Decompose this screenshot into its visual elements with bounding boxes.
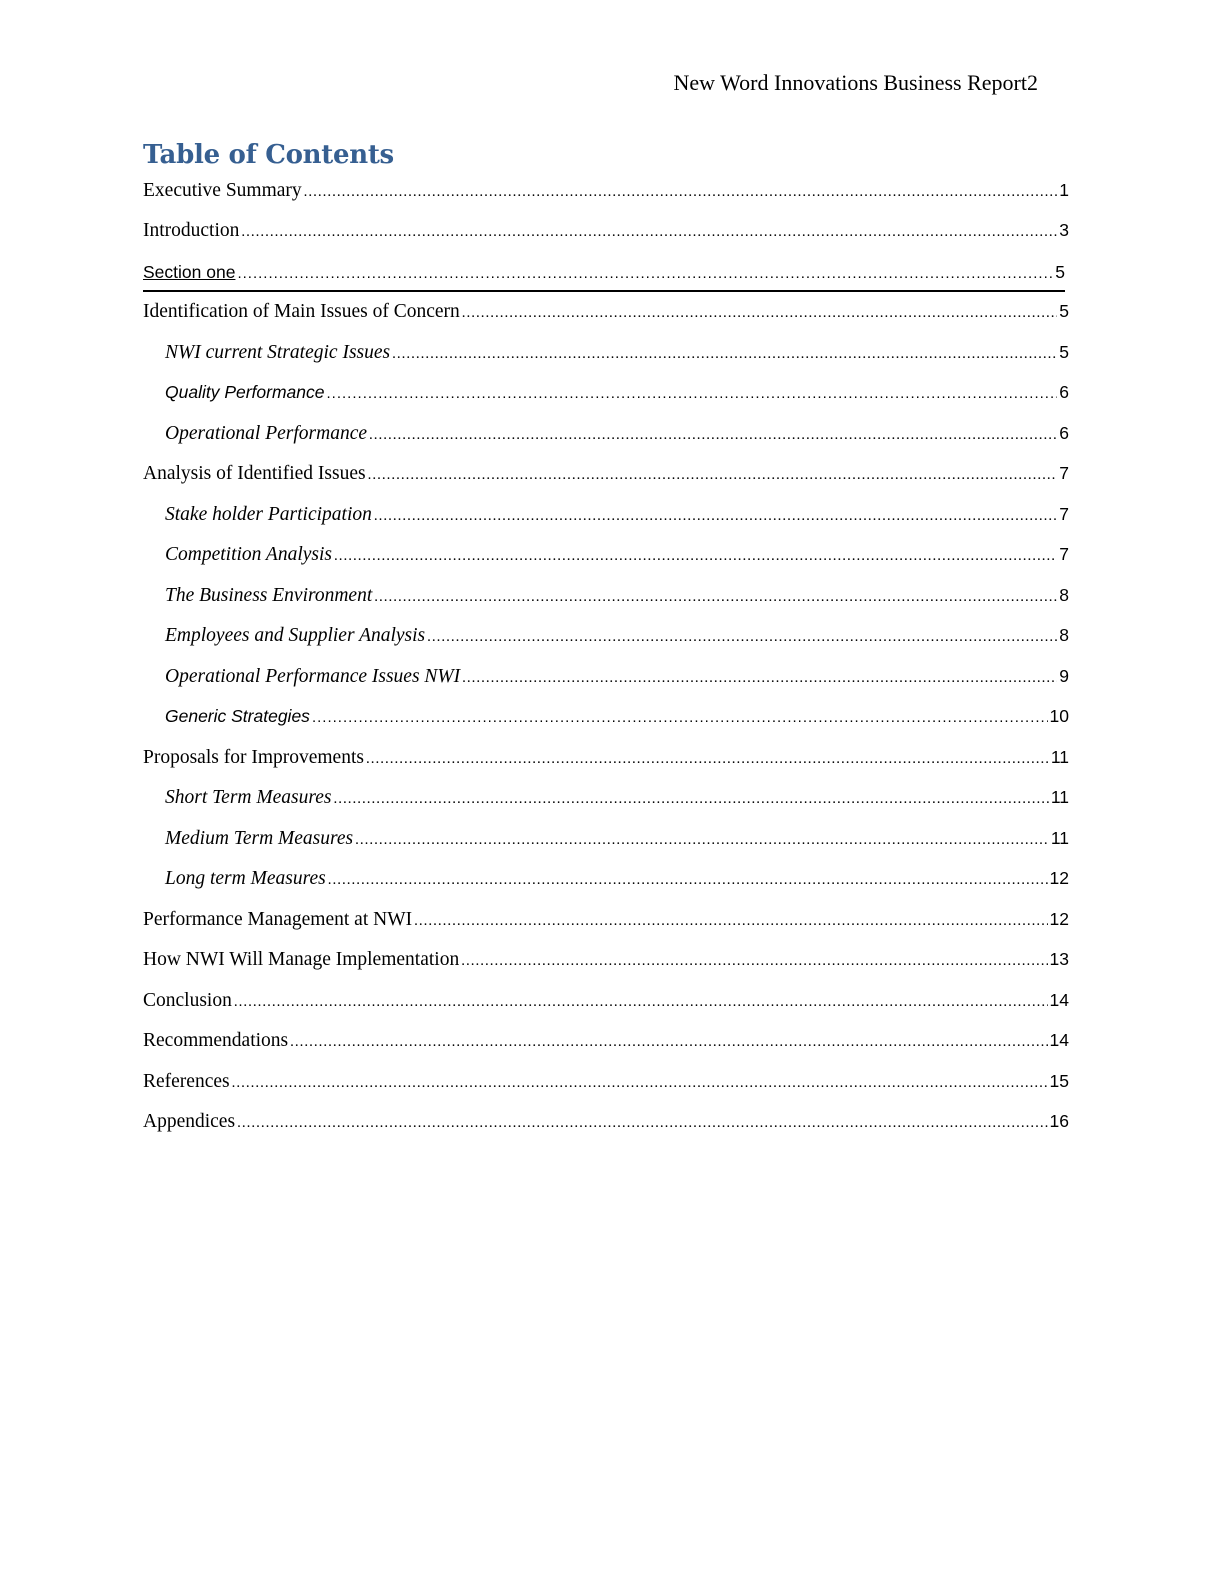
toc-entry-label: Section one — [143, 262, 236, 282]
toc-entry-page: 5 — [1055, 262, 1065, 282]
toc-entry-label: Identification of Main Issues of Concern — [143, 301, 460, 322]
running-header: New Word Innovations Business Report2 — [673, 70, 1038, 95]
toc-entry-proposals-for-improvements[interactable] — [143, 747, 1069, 777]
toc-entry-page: 13 — [1049, 949, 1069, 969]
dot-leader — [312, 709, 1048, 726]
toc-entry-page: 7 — [1059, 463, 1069, 483]
dot-leader — [234, 994, 1048, 1011]
dot-leader — [414, 913, 1047, 930]
toc-entry-quality-performance[interactable] — [165, 382, 1069, 412]
toc-entry-label: Quality Performance — [165, 382, 325, 402]
toc-entry-label: The Business Environment — [165, 585, 373, 606]
dot-leader — [327, 385, 1058, 402]
toc-entry-page: 6 — [1059, 382, 1069, 402]
dot-leader — [462, 670, 1057, 687]
dot-leader — [461, 953, 1047, 970]
toc-entry-page: 11 — [1050, 828, 1069, 848]
toc-entry-nwi-current-strategic-issues[interactable] — [165, 342, 1069, 372]
toc-entry-page: 1 — [1059, 180, 1069, 200]
toc-entry-label: NWI current Strategic Issues — [165, 342, 391, 363]
toc-entry-stake-holder-participation[interactable] — [165, 504, 1069, 534]
toc-entry-references[interactable] — [143, 1071, 1069, 1101]
toc-entry-conclusion[interactable] — [143, 990, 1069, 1020]
toc-entry-page: 7 — [1059, 504, 1069, 524]
toc-entry-page: 8 — [1059, 585, 1069, 605]
toc-entry-recommendations[interactable] — [143, 1030, 1069, 1060]
toc-entry-page: 5 — [1059, 301, 1069, 321]
dot-leader — [241, 224, 1057, 241]
toc-entry-label: Executive Summary — [143, 180, 302, 201]
toc-entry-page: 8 — [1059, 625, 1069, 645]
toc-entry-generic-strategies[interactable] — [165, 706, 1069, 736]
toc-entry-label: Generic Strategies — [165, 706, 310, 726]
toc-entry-label: Recommendations — [143, 1030, 289, 1051]
toc-entry-page: 3 — [1059, 220, 1069, 240]
dot-leader — [368, 467, 1058, 484]
toc-title: Table of Contents — [143, 140, 394, 170]
toc-entry-label: How NWI Will Manage Implementation — [143, 949, 460, 970]
toc-entry-medium-term-measures[interactable] — [165, 828, 1069, 858]
toc-entry-section-one[interactable] — [143, 262, 1065, 292]
toc-entry-page: 16 — [1049, 1111, 1069, 1131]
dot-leader — [427, 629, 1057, 646]
dot-leader — [304, 184, 1058, 201]
toc-entry-page: 5 — [1059, 342, 1069, 362]
toc-entry-performance-management[interactable] — [143, 909, 1069, 939]
dot-leader — [392, 346, 1057, 363]
toc-entry-operational-performance[interactable] — [165, 423, 1069, 453]
toc-entry-page: 10 — [1049, 706, 1069, 726]
dot-leader — [334, 548, 1057, 565]
toc-entry-label: Competition Analysis — [165, 544, 333, 565]
toc-entry-page: 9 — [1059, 666, 1069, 686]
dot-leader — [355, 832, 1049, 849]
toc-entry-identification-of-main-issues[interactable] — [143, 301, 1069, 331]
toc-entry-employees-and-supplier-analysis[interactable] — [165, 625, 1069, 655]
dot-leader — [290, 1034, 1047, 1051]
toc-entry-introduction[interactable] — [143, 220, 1069, 250]
toc-entry-label: References — [143, 1071, 230, 1092]
toc-entry-label: Operational Performance Issues NWI — [165, 666, 461, 687]
toc-entry-label: Long term Measures — [165, 868, 326, 889]
dot-leader — [232, 1075, 1048, 1092]
toc-entry-label: Conclusion — [143, 990, 232, 1011]
toc-entry-competition-analysis[interactable] — [165, 544, 1069, 574]
toc-entry-page: 15 — [1049, 1071, 1069, 1091]
toc-entry-page: 12 — [1049, 868, 1069, 888]
toc-entry-analysis-of-identified-issues[interactable] — [143, 463, 1069, 493]
dot-leader — [374, 589, 1057, 606]
toc-entry-business-environment[interactable] — [165, 585, 1069, 615]
dot-leader — [374, 508, 1057, 525]
dot-leader — [237, 265, 1053, 282]
toc-entry-page: 6 — [1059, 423, 1069, 443]
dot-leader — [333, 791, 1048, 808]
toc-entry-page: 7 — [1059, 544, 1069, 564]
dot-leader — [366, 751, 1049, 768]
toc-entry-page: 12 — [1049, 909, 1069, 929]
dot-leader — [237, 1115, 1047, 1132]
toc-entry-label: Proposals for Improvements — [143, 747, 364, 768]
toc-entry-operational-performance-issues-nwi[interactable] — [165, 666, 1069, 696]
toc-entry-label: Medium Term Measures — [165, 828, 354, 849]
toc-entry-label: Appendices — [143, 1111, 236, 1132]
toc-entry-page: 14 — [1049, 990, 1069, 1010]
dot-leader — [328, 872, 1048, 889]
toc-entry-label: Stake holder Participation — [165, 504, 372, 525]
toc-entry-label: Short Term Measures — [165, 787, 332, 808]
toc-entry-label: Performance Management at NWI — [143, 909, 413, 930]
toc-entry-page: 11 — [1050, 787, 1069, 807]
toc-entry-page: 14 — [1049, 1030, 1069, 1050]
toc-entry-manage-implementation[interactable] — [143, 949, 1069, 979]
toc-entry-long-term-measures[interactable] — [165, 868, 1069, 898]
toc-entry-label: Operational Performance — [165, 423, 368, 444]
toc-entry-appendices[interactable] — [143, 1111, 1069, 1141]
dot-leader — [462, 305, 1057, 322]
toc-entry-label: Introduction — [143, 220, 240, 241]
toc-entry-label: Analysis of Identified Issues — [143, 463, 366, 484]
toc-entry-label: Employees and Supplier Analysis — [165, 625, 426, 646]
toc-entry-executive-summary[interactable] — [143, 180, 1069, 210]
dot-leader — [369, 427, 1057, 444]
toc-entry-short-term-measures[interactable] — [165, 787, 1069, 817]
toc-entry-page: 11 — [1050, 747, 1069, 767]
